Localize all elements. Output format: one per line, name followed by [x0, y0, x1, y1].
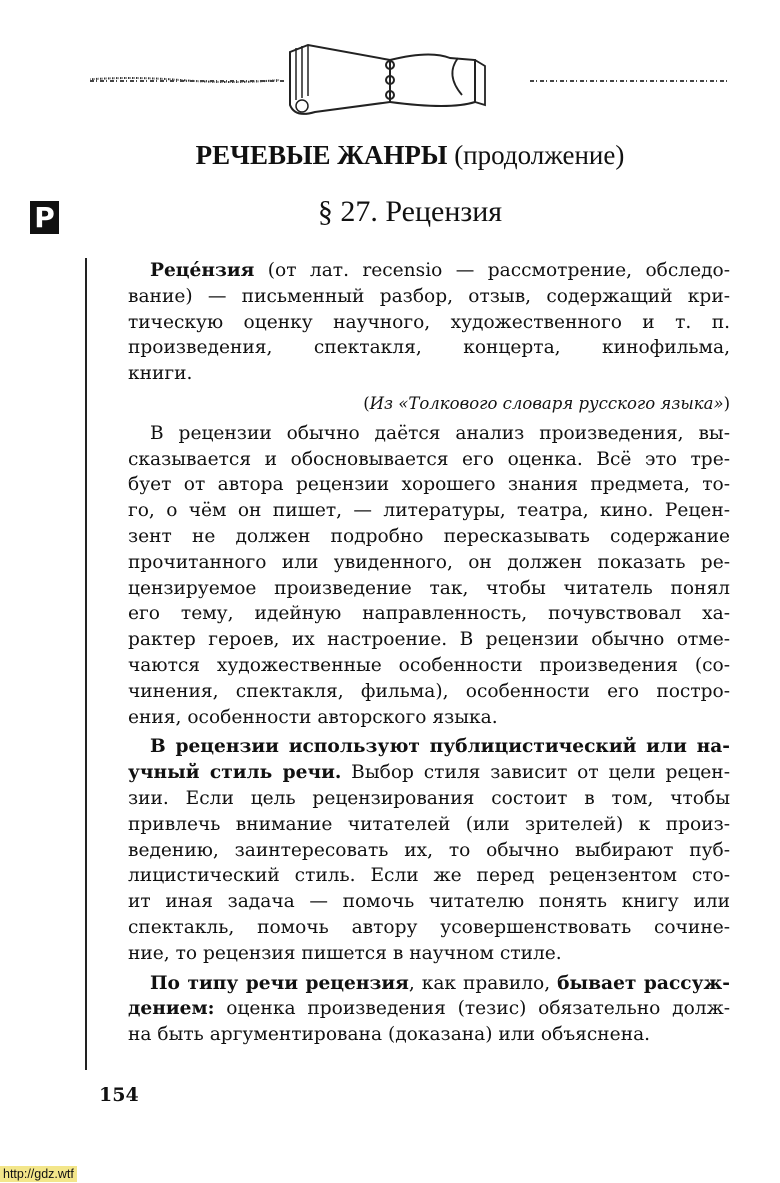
text-span: го, о чём он пишет, — литературы, театра, кино. Рецен-: [128, 500, 730, 522]
text-span: чаются художественные особенности произведения (со-: [128, 654, 730, 676]
text-span: (от лат. recensio — рассмотрение, обследо-: [254, 260, 730, 281]
text-span: ит иная задача — помочь читателю понять книгу или: [128, 891, 730, 913]
bold-term: учный стиль речи.: [128, 762, 342, 784]
text-line: [128, 258, 730, 284]
text-line: [128, 576, 730, 602]
body-text: [128, 258, 730, 1052]
text-line: [128, 812, 730, 838]
text-line: [128, 550, 730, 576]
text-span: лицистический стиль. Если же перед рецензентом сто-: [128, 865, 730, 887]
section-title: § 27. Рецензия: [317, 195, 503, 228]
text-line: [128, 863, 730, 889]
paragraph: [128, 734, 730, 966]
text-span: ): [723, 393, 730, 413]
text-line: [128, 498, 730, 524]
text-span: зент не должен подробно пересказывать содержание: [128, 525, 730, 547]
text-line: [128, 760, 730, 786]
text-span: ведению, заинтересовать их, то обычно выбирают пуб-: [128, 839, 730, 861]
paragraph: [128, 421, 730, 731]
text-span: бует от автора рецензии хорошего знания предмета, то-: [128, 474, 730, 496]
text-line: [128, 653, 730, 679]
bold-term: Реце́нзия: [150, 260, 255, 281]
margin-rule: [85, 258, 87, 1070]
chapter-heading: [0, 140, 780, 171]
text-span: Выбор стиля зависит от цели рецен-: [341, 762, 730, 784]
text-line: [128, 601, 730, 627]
text-line: [128, 472, 730, 498]
text-span: ения, особенности авторского языка.: [128, 706, 498, 728]
text-line: [128, 310, 730, 336]
text-span: цензируемое произведение так, чтобы читатель понял: [128, 577, 730, 599]
text-span: чинения, спектакля, фильма), особенности его постро-: [128, 680, 730, 702]
chapter-subtitle: (продолжение): [454, 140, 625, 170]
text-span: зии. Если цель рецензирования состоит в том, чтобы: [128, 787, 730, 809]
text-span: В рецензии обычно даётся анализ произведения, вы-: [150, 422, 730, 444]
page-number: 154: [99, 1084, 139, 1106]
text-line: [128, 1022, 730, 1048]
text-span: тическую оценку научного, художественного и т. п.: [128, 311, 730, 333]
text-span: книги.: [128, 363, 193, 385]
bold-term: бывает рассуж-: [557, 972, 730, 994]
text-line: [128, 284, 730, 310]
text-line: [128, 838, 730, 864]
text-span: прочитанного или увиденного, он должен показать ре-: [128, 551, 730, 573]
bold-term: дением:: [128, 998, 215, 1020]
text-span: , как правило,: [408, 972, 558, 994]
italic-text: Из «Толкового словаря русского языка»: [369, 393, 724, 413]
text-span: на быть аргументирована (доказана) или объяснена.: [128, 1024, 651, 1046]
text-span: спектакль, помочь автору усовершенствовать сочине-: [128, 916, 730, 938]
text-line: [128, 941, 730, 967]
text-span: вание) — письменный разбор, отзыв, содержащий кри-: [128, 285, 730, 307]
text-line: [128, 915, 730, 941]
text-line: [128, 971, 730, 997]
section-marker-icon: Р: [30, 201, 59, 234]
text-line: [128, 421, 730, 447]
text-line: [128, 679, 730, 705]
book-ornament-icon: [90, 40, 730, 120]
text-line: [128, 786, 730, 812]
paragraph: [128, 258, 730, 387]
text-line: [128, 705, 730, 731]
dictionary-source: [128, 391, 730, 421]
text-span: (: [363, 393, 370, 413]
text-line: [128, 447, 730, 473]
text-line: [128, 889, 730, 915]
text-span: рактер героев, их настроение. В рецензии обычно отме-: [128, 629, 730, 651]
chapter-title: РЕЧЕВЫЕ ЖАНРЫ: [195, 140, 448, 170]
text-span: привлечь внимание читателей (или зрителей) к произ-: [128, 813, 730, 835]
text-span: произведения, спектакля, концерта, кинофильма,: [128, 337, 730, 359]
watermark-link[interactable]: http://gdz.wtf: [0, 1166, 77, 1182]
text-line: [128, 335, 730, 361]
text-span: ние, то рецензия пишется в научном стиле.: [128, 942, 562, 964]
text-span: его тему, идейную направленность, почувствовал ха-: [128, 603, 730, 625]
text-line: [128, 996, 730, 1022]
text-line: [128, 734, 730, 760]
bold-term: В рецензии используют публицистический или на-: [150, 736, 730, 758]
text-line: [128, 524, 730, 550]
text-line: [128, 627, 730, 653]
text-line: [128, 361, 730, 387]
bold-term: По типу речи рецензия: [150, 972, 409, 994]
text-span: сказывается и обосновывается его оценка. Всё это тре-: [128, 448, 730, 470]
paragraph: [128, 971, 730, 1048]
text-span: оценка произведения (тезис) обязательно долж-: [214, 998, 730, 1020]
